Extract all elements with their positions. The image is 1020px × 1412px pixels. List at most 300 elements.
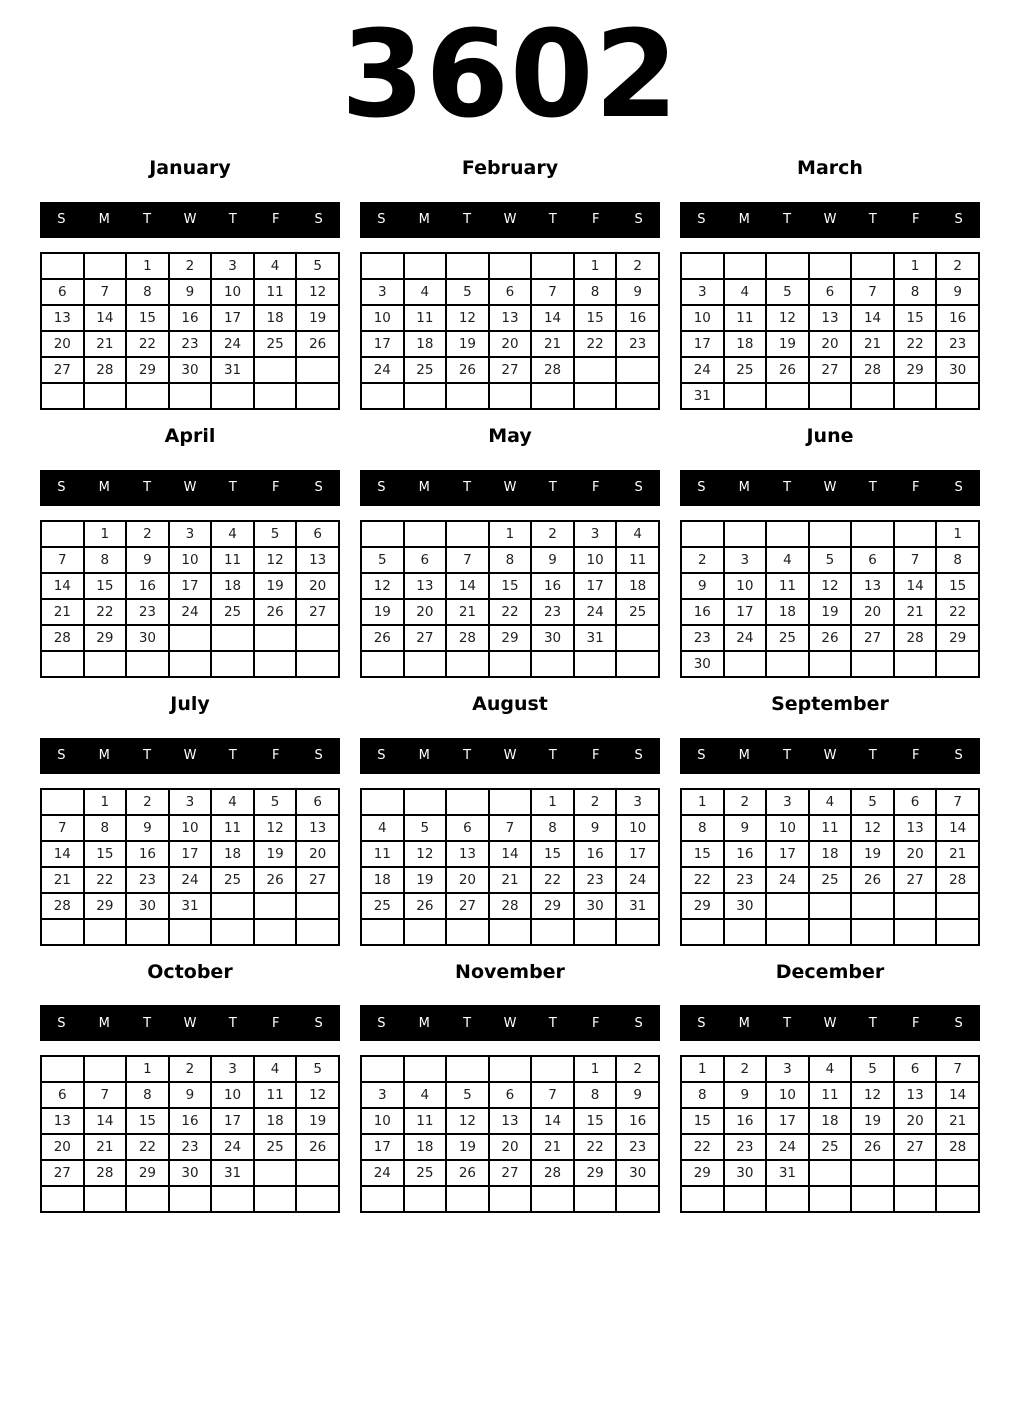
week-row <box>41 789 339 815</box>
date-cell: 8 <box>84 815 127 841</box>
date-cell: 4 <box>616 521 659 547</box>
empty-cell <box>574 383 617 409</box>
date-cell: 27 <box>296 867 339 893</box>
empty-cell <box>254 357 297 383</box>
date-cell: 31 <box>574 625 617 651</box>
date-cell: 14 <box>41 841 84 867</box>
day-header-letter: F <box>271 480 280 496</box>
month-date-grid <box>40 788 340 946</box>
day-header-letter: T <box>228 1015 237 1031</box>
week-row <box>361 1134 659 1160</box>
date-cell: 20 <box>446 867 489 893</box>
day-header-letter: W <box>503 480 517 496</box>
empty-cell <box>254 383 297 409</box>
date-cell: 7 <box>84 1082 127 1108</box>
day-header-letter: W <box>823 212 837 228</box>
date-cell: 2 <box>724 1056 767 1082</box>
date-cell: 18 <box>254 1108 297 1134</box>
date-cell: 28 <box>41 893 84 919</box>
date-cell: 5 <box>851 1056 894 1082</box>
date-cell: 13 <box>894 1082 937 1108</box>
empty-cell <box>296 625 339 651</box>
week-row <box>681 279 979 305</box>
date-cell: 29 <box>681 1160 724 1186</box>
week-row <box>361 867 659 893</box>
date-cell: 9 <box>574 815 617 841</box>
date-cell: 2 <box>616 253 659 279</box>
month-march <box>680 158 980 410</box>
date-cell: 7 <box>936 789 979 815</box>
date-cell: 24 <box>616 867 659 893</box>
day-header-letter: W <box>503 748 517 764</box>
date-cell: 2 <box>126 521 169 547</box>
date-cell: 1 <box>681 789 724 815</box>
date-cell: 3 <box>766 789 809 815</box>
empty-cell <box>851 1186 894 1212</box>
date-cell: 14 <box>936 815 979 841</box>
date-cell: 29 <box>531 893 574 919</box>
date-cell: 29 <box>894 357 937 383</box>
date-cell: 30 <box>724 1160 767 1186</box>
week-row <box>361 573 659 599</box>
empty-cell <box>446 383 489 409</box>
date-cell: 8 <box>531 815 574 841</box>
month-date-grid <box>360 520 660 678</box>
date-cell: 16 <box>574 841 617 867</box>
week-row <box>41 279 339 305</box>
date-cell: 26 <box>404 893 447 919</box>
empty-cell <box>361 651 404 677</box>
date-cell: 18 <box>361 867 404 893</box>
date-cell: 22 <box>84 867 127 893</box>
empty-cell <box>84 919 127 945</box>
date-cell: 4 <box>211 521 254 547</box>
empty-cell <box>616 651 659 677</box>
date-cell: 18 <box>809 1108 852 1134</box>
date-cell: 23 <box>169 331 212 357</box>
empty-cell <box>41 1186 84 1212</box>
date-cell: 12 <box>851 815 894 841</box>
day-header-letter: M <box>738 1015 750 1031</box>
date-cell: 17 <box>169 573 212 599</box>
date-cell: 31 <box>616 893 659 919</box>
date-cell: 16 <box>169 305 212 331</box>
day-header-letter: S <box>57 1015 66 1031</box>
date-cell: 18 <box>211 841 254 867</box>
empty-cell <box>616 919 659 945</box>
empty-cell <box>724 521 767 547</box>
empty-cell <box>809 1160 852 1186</box>
date-cell: 15 <box>574 305 617 331</box>
week-row <box>681 521 979 547</box>
week-row <box>361 1082 659 1108</box>
date-cell: 25 <box>616 599 659 625</box>
week-row <box>41 625 339 651</box>
week-row <box>681 547 979 573</box>
date-cell: 17 <box>574 573 617 599</box>
week-row <box>41 1108 339 1134</box>
empty-cell <box>724 1186 767 1212</box>
date-cell: 14 <box>446 573 489 599</box>
date-cell: 8 <box>574 1082 617 1108</box>
date-cell: 20 <box>296 573 339 599</box>
day-header-letter: T <box>463 1015 472 1031</box>
empty-cell <box>936 383 979 409</box>
date-cell: 28 <box>489 893 532 919</box>
date-cell: 26 <box>851 867 894 893</box>
week-row <box>361 651 659 677</box>
date-cell: 5 <box>254 521 297 547</box>
week-row <box>361 815 659 841</box>
week-row <box>681 357 979 383</box>
date-cell: 28 <box>936 1134 979 1160</box>
date-cell: 26 <box>254 867 297 893</box>
date-cell: 14 <box>84 1108 127 1134</box>
date-cell: 10 <box>361 305 404 331</box>
day-header-letter: M <box>738 212 750 228</box>
week-row <box>41 357 339 383</box>
empty-cell <box>574 651 617 677</box>
date-cell: 18 <box>724 331 767 357</box>
date-cell: 7 <box>894 547 937 573</box>
empty-cell <box>41 1056 84 1082</box>
date-cell: 17 <box>724 599 767 625</box>
date-cell: 26 <box>809 625 852 651</box>
day-header-letter: F <box>911 1015 920 1031</box>
empty-cell <box>936 1160 979 1186</box>
day-header-letter: F <box>591 748 600 764</box>
week-row <box>361 331 659 357</box>
date-cell: 5 <box>446 279 489 305</box>
date-cell: 29 <box>126 357 169 383</box>
empty-cell <box>681 919 724 945</box>
date-cell: 16 <box>126 573 169 599</box>
week-row <box>361 599 659 625</box>
week-row <box>681 305 979 331</box>
empty-cell <box>41 253 84 279</box>
date-cell: 24 <box>211 1134 254 1160</box>
date-cell: 21 <box>41 867 84 893</box>
empty-cell <box>254 893 297 919</box>
date-cell: 31 <box>766 1160 809 1186</box>
date-cell: 9 <box>724 815 767 841</box>
date-cell: 29 <box>574 1160 617 1186</box>
day-header-letter: T <box>463 212 472 228</box>
date-cell: 6 <box>489 279 532 305</box>
empty-cell <box>894 1186 937 1212</box>
empty-cell <box>211 1186 254 1212</box>
date-cell: 22 <box>84 599 127 625</box>
date-cell: 9 <box>616 279 659 305</box>
date-cell: 31 <box>169 893 212 919</box>
date-cell: 14 <box>84 305 127 331</box>
date-cell: 14 <box>531 305 574 331</box>
date-cell: 6 <box>296 521 339 547</box>
date-cell: 19 <box>254 573 297 599</box>
date-cell: 23 <box>936 331 979 357</box>
day-header-letter: M <box>98 748 110 764</box>
date-cell: 27 <box>296 599 339 625</box>
date-cell: 25 <box>254 331 297 357</box>
date-cell: 5 <box>361 547 404 573</box>
empty-cell <box>724 383 767 409</box>
week-row <box>361 625 659 651</box>
empty-cell <box>361 919 404 945</box>
date-cell: 6 <box>446 815 489 841</box>
month-february <box>360 158 660 410</box>
empty-cell <box>41 383 84 409</box>
date-cell: 5 <box>851 789 894 815</box>
day-header-letter: T <box>783 480 792 496</box>
date-cell: 30 <box>169 357 212 383</box>
day-header-letter: F <box>591 1015 600 1031</box>
empty-cell <box>296 383 339 409</box>
empty-cell <box>404 651 447 677</box>
month-april <box>40 426 340 678</box>
date-cell: 27 <box>851 625 894 651</box>
date-cell: 23 <box>169 1134 212 1160</box>
date-cell: 9 <box>936 279 979 305</box>
day-header-letter: T <box>143 212 152 228</box>
date-cell: 26 <box>446 1160 489 1186</box>
date-cell: 20 <box>489 1134 532 1160</box>
empty-cell <box>851 893 894 919</box>
day-header-letter: F <box>911 748 920 764</box>
month-date-grid <box>680 788 980 946</box>
date-cell: 12 <box>361 573 404 599</box>
day-header-letter: S <box>377 212 386 228</box>
empty-cell <box>361 1056 404 1082</box>
day-header-letter: T <box>463 748 472 764</box>
day-header-letter: T <box>548 748 557 764</box>
empty-cell <box>681 521 724 547</box>
date-cell: 12 <box>766 305 809 331</box>
week-row <box>361 1056 659 1082</box>
empty-cell <box>446 651 489 677</box>
day-header-letter: M <box>418 480 430 496</box>
week-row <box>681 893 979 919</box>
date-cell: 22 <box>489 599 532 625</box>
date-cell: 24 <box>766 1134 809 1160</box>
date-cell: 22 <box>894 331 937 357</box>
date-cell: 22 <box>574 331 617 357</box>
date-cell: 16 <box>724 1108 767 1134</box>
date-cell: 3 <box>211 1056 254 1082</box>
date-cell: 8 <box>681 1082 724 1108</box>
day-header-letter: S <box>314 480 323 496</box>
date-cell: 22 <box>531 867 574 893</box>
date-cell: 5 <box>296 253 339 279</box>
day-header-letter: M <box>98 480 110 496</box>
empty-cell <box>211 919 254 945</box>
date-cell: 18 <box>404 1134 447 1160</box>
empty-cell <box>809 521 852 547</box>
date-cell: 28 <box>936 867 979 893</box>
month-date-grid <box>680 520 980 678</box>
day-header-row <box>680 470 980 506</box>
date-cell: 13 <box>489 1108 532 1134</box>
date-cell: 3 <box>574 521 617 547</box>
date-cell: 19 <box>851 841 894 867</box>
day-header-letter: M <box>98 212 110 228</box>
date-cell: 15 <box>84 573 127 599</box>
date-cell: 7 <box>446 547 489 573</box>
date-cell: 29 <box>126 1160 169 1186</box>
date-cell: 13 <box>41 305 84 331</box>
empty-cell <box>84 1056 127 1082</box>
day-header-letter: S <box>697 748 706 764</box>
week-row <box>361 919 659 945</box>
empty-cell <box>169 625 212 651</box>
date-cell: 21 <box>489 867 532 893</box>
date-cell: 28 <box>446 625 489 651</box>
empty-cell <box>766 1186 809 1212</box>
empty-cell <box>681 253 724 279</box>
date-cell: 11 <box>809 1082 852 1108</box>
empty-cell <box>84 651 127 677</box>
week-row <box>41 815 339 841</box>
empty-cell <box>809 1186 852 1212</box>
empty-cell <box>169 1186 212 1212</box>
week-row <box>681 1160 979 1186</box>
date-cell: 9 <box>169 1082 212 1108</box>
empty-cell <box>936 651 979 677</box>
day-header-row <box>360 470 660 506</box>
date-cell: 5 <box>296 1056 339 1082</box>
empty-cell <box>936 1186 979 1212</box>
date-cell: 25 <box>211 867 254 893</box>
date-cell: 17 <box>361 331 404 357</box>
date-cell: 29 <box>489 625 532 651</box>
week-row <box>361 253 659 279</box>
day-header-letter: W <box>183 1015 197 1031</box>
date-cell: 15 <box>531 841 574 867</box>
week-row <box>361 357 659 383</box>
month-september <box>680 694 980 946</box>
day-header-letter: S <box>954 212 963 228</box>
date-cell: 28 <box>84 357 127 383</box>
day-header-letter: F <box>911 480 920 496</box>
day-header-letter: F <box>591 212 600 228</box>
empty-cell <box>41 919 84 945</box>
date-cell: 10 <box>724 573 767 599</box>
date-cell: 18 <box>616 573 659 599</box>
date-cell: 1 <box>936 521 979 547</box>
date-cell: 15 <box>489 573 532 599</box>
empty-cell <box>169 651 212 677</box>
date-cell: 14 <box>851 305 894 331</box>
day-header-letter: T <box>868 212 877 228</box>
day-header-letter: S <box>377 1015 386 1031</box>
date-cell: 23 <box>724 1134 767 1160</box>
date-cell: 2 <box>574 789 617 815</box>
day-header-row <box>680 202 980 238</box>
date-cell: 3 <box>361 279 404 305</box>
date-cell: 3 <box>766 1056 809 1082</box>
date-cell: 27 <box>809 357 852 383</box>
month-title: March <box>797 157 863 179</box>
month-title: January <box>149 157 231 179</box>
date-cell: 8 <box>126 1082 169 1108</box>
empty-cell <box>84 1186 127 1212</box>
date-cell: 17 <box>766 841 809 867</box>
date-cell: 5 <box>254 789 297 815</box>
date-cell: 17 <box>681 331 724 357</box>
week-row <box>681 573 979 599</box>
date-cell: 7 <box>489 815 532 841</box>
week-row <box>361 383 659 409</box>
date-cell: 20 <box>404 599 447 625</box>
week-row <box>361 521 659 547</box>
empty-cell <box>851 383 894 409</box>
date-cell: 8 <box>574 279 617 305</box>
month-date-grid <box>40 1055 340 1213</box>
day-header-letter: T <box>548 480 557 496</box>
date-cell: 30 <box>126 625 169 651</box>
week-row <box>361 1186 659 1212</box>
date-cell: 25 <box>809 1134 852 1160</box>
date-cell: 2 <box>126 789 169 815</box>
day-header-row <box>40 738 340 774</box>
empty-cell <box>41 651 84 677</box>
date-cell: 8 <box>936 547 979 573</box>
date-cell: 23 <box>616 1134 659 1160</box>
day-header-letter: S <box>697 1015 706 1031</box>
date-cell: 10 <box>169 547 212 573</box>
date-cell: 30 <box>531 625 574 651</box>
day-header-letter: M <box>98 1015 110 1031</box>
month-date-grid <box>360 252 660 410</box>
date-cell: 7 <box>531 1082 574 1108</box>
empty-cell <box>361 521 404 547</box>
month-august <box>360 694 660 946</box>
date-cell: 19 <box>851 1108 894 1134</box>
day-header-letter: S <box>57 748 66 764</box>
week-row <box>681 919 979 945</box>
date-cell: 1 <box>574 1056 617 1082</box>
date-cell: 14 <box>894 573 937 599</box>
date-cell: 19 <box>404 867 447 893</box>
day-header-row <box>360 1005 660 1041</box>
month-title: August <box>472 692 548 715</box>
day-header-letter: T <box>783 1015 792 1031</box>
date-cell: 30 <box>169 1160 212 1186</box>
empty-cell <box>531 651 574 677</box>
empty-cell <box>446 1056 489 1082</box>
month-title: November <box>455 960 565 983</box>
month-january <box>40 158 340 410</box>
date-cell: 4 <box>254 1056 297 1082</box>
empty-cell <box>446 919 489 945</box>
empty-cell <box>766 919 809 945</box>
empty-cell <box>296 1186 339 1212</box>
month-title: July <box>170 692 210 715</box>
week-row <box>41 893 339 919</box>
date-cell: 25 <box>404 1160 447 1186</box>
date-cell: 12 <box>446 1108 489 1134</box>
date-cell: 19 <box>361 599 404 625</box>
date-cell: 9 <box>616 1082 659 1108</box>
date-cell: 7 <box>851 279 894 305</box>
day-header-letter: F <box>591 480 600 496</box>
week-row <box>41 383 339 409</box>
date-cell: 16 <box>169 1108 212 1134</box>
date-cell: 6 <box>809 279 852 305</box>
date-cell: 21 <box>446 599 489 625</box>
date-cell: 11 <box>211 815 254 841</box>
date-cell: 6 <box>41 1082 84 1108</box>
empty-cell <box>489 1056 532 1082</box>
